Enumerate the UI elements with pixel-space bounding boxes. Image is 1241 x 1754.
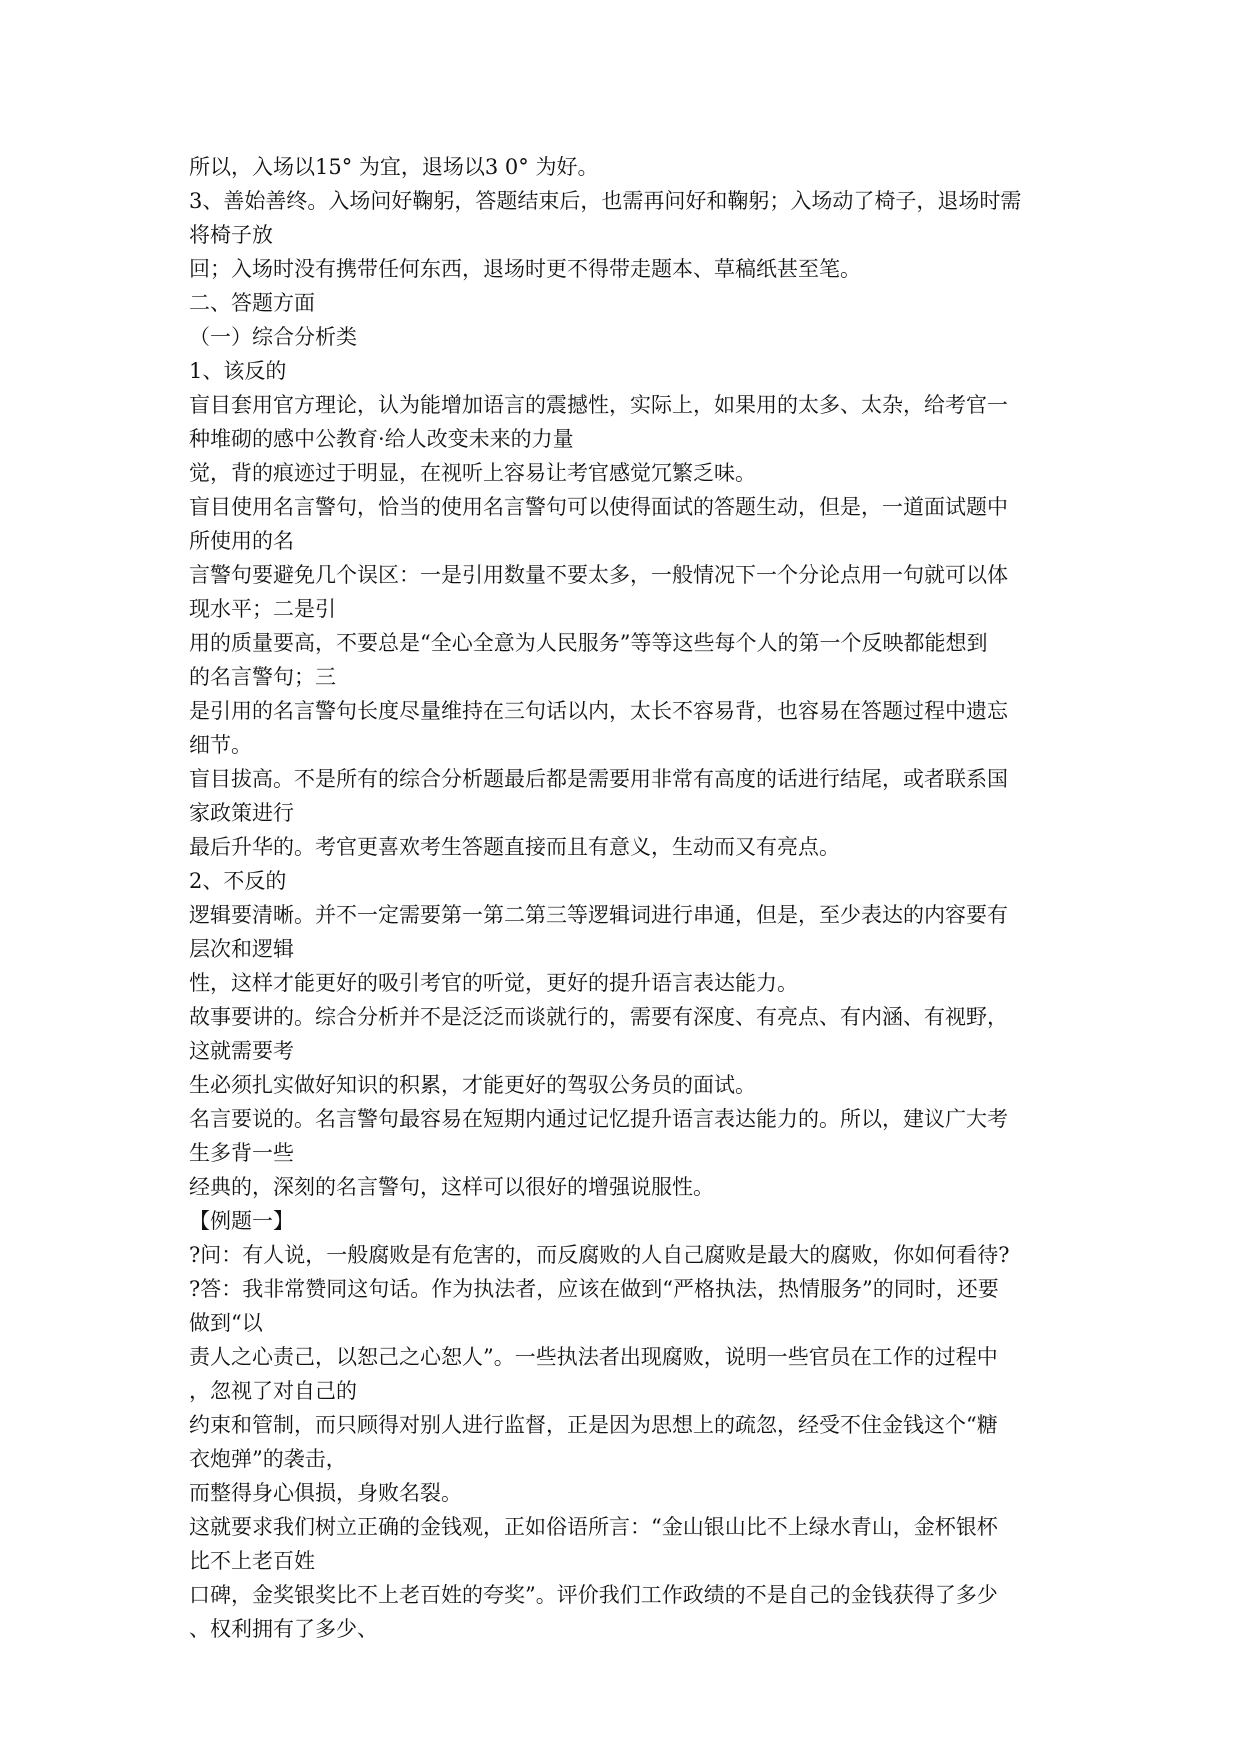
text-line: 细节。 bbox=[189, 733, 252, 757]
text-line: 逻辑要清晰。并不一定需要第一第二第三等逻辑词进行串通，但是，至少表达的内容要有 bbox=[189, 903, 1008, 927]
text-line: 生多背一些 bbox=[189, 1141, 294, 1165]
text-line: 口碑，金奖银奖比不上老百姓的夸奖”。评价我们工作政绩的不是自己的金钱获得了多少 bbox=[189, 1583, 998, 1607]
text-line: 用的质量要高，不要总是“全心全意为人民服务”等等这些每个人的第一个反映都能想到 bbox=[189, 631, 988, 655]
text-line: 觉，背的痕迹过于明显，在视听上容易让考官感觉冗繁乏味。 bbox=[189, 461, 756, 485]
text-line: 层次和逻辑 bbox=[189, 937, 294, 961]
text-line: 1、该反的 bbox=[189, 359, 287, 383]
text-line: 盲目套用官方理论，认为能增加语言的震撼性，实际上，如果用的太多、太杂，给考官一 bbox=[189, 393, 1008, 417]
text-line: 生必须扎实做好知识的积累，才能更好的驾驭公务员的面试。 bbox=[189, 1073, 756, 1097]
text-line: 二、答题方面 bbox=[189, 291, 315, 315]
text-line: 家政策进行 bbox=[189, 801, 294, 825]
text-line: 名言要说的。名言警句最容易在短期内通过记忆提升语言表达能力的。所以，建议广大考 bbox=[189, 1107, 1008, 1131]
document-body bbox=[189, 150, 1069, 1646]
text-line: 所使用的名 bbox=[189, 529, 294, 553]
text-line: 而整得身心俱损，身败名裂。 bbox=[189, 1481, 462, 1505]
text-line: 是引用的名言警句长度尽量维持在三句话以内，太长不容易背，也容易在答题过程中遗忘 bbox=[189, 699, 1008, 723]
text-line: 的名言警句；三 bbox=[189, 665, 336, 689]
text-line: 2、不反的 bbox=[189, 869, 287, 893]
text-line: 3、善始善终。入场问好鞠躬，答题结束后，也需再问好和鞠躬；入场动了椅子，退场时需 bbox=[189, 189, 1022, 213]
text-line: 性，这样才能更好的吸引考官的听觉，更好的提升语言表达能力。 bbox=[189, 971, 798, 995]
text-line: 种堆砌的感中公教育·给人改变未来的力量 bbox=[189, 427, 574, 451]
text-line: 衣炮弹”的袭击， bbox=[189, 1447, 347, 1471]
text-line: 言警句要避免几个误区：一是引用数量不要太多，一般情况下一个分论点用一句就可以体 bbox=[189, 563, 1008, 587]
text-line: 回；入场时没有携带任何东西，退场时更不得带走题本、草稿纸甚至笔。 bbox=[189, 257, 861, 281]
text-line: 将椅子放 bbox=[189, 223, 273, 247]
text-line: 经典的，深刻的名言警句，这样可以很好的增强说服性。 bbox=[189, 1175, 714, 1199]
text-line: 、权利拥有了多少、 bbox=[189, 1617, 378, 1641]
text-line: 这就要求我们树立正确的金钱观，正如俗语所言：“金山银山比不上绿水青山，金杯银杯 bbox=[189, 1515, 998, 1539]
text-line: 最后升华的。考官更喜欢考生答题直接而且有意义，生动而又有亮点。 bbox=[189, 835, 840, 859]
text-line: 盲目拔高。不是所有的综合分析题最后都是需要用非常有高度的话进行结尾，或者联系国 bbox=[189, 767, 1008, 791]
text-line: 比不上老百姓 bbox=[189, 1549, 315, 1573]
text-line: 责人之心责己，以恕己之心恕人”。一些执法者出现腐败，说明一些官员在工作的过程中 bbox=[189, 1345, 998, 1369]
text-line: ?答：我非常赞同这句话。作为执法者，应该在做到“严格执法，热情服务”的同时，还要 bbox=[189, 1277, 999, 1301]
text-line: 故事要讲的。综合分析并不是泛泛而谈就行的，需要有深度、有亮点、有内涵、有视野， bbox=[189, 1005, 1008, 1029]
text-line: 约束和管制，而只顾得对别人进行监督，正是因为思想上的疏忽，经受不住金钱这个“糖 bbox=[189, 1413, 998, 1437]
text-line: 盲目使用名言警句，恰当的使用名言警句可以使得面试的答题生动，但是，一道面试题中 bbox=[189, 495, 1008, 519]
text-line: ?问：有人说，一般腐败是有危害的，而反腐败的人自己腐败是最大的腐败，你如何看待? bbox=[189, 1243, 1010, 1267]
text-line: 所以，入场以15° 为宜，退场以3 0° 为好。 bbox=[189, 155, 599, 179]
text-line: ，忽视了对自己的 bbox=[189, 1379, 357, 1403]
text-line: 做到“以 bbox=[189, 1311, 263, 1335]
text-line: 【例题一】 bbox=[189, 1209, 294, 1233]
text-line: 这就需要考 bbox=[189, 1039, 294, 1063]
text-line: 现水平；二是引 bbox=[189, 597, 336, 621]
text-line: （一）综合分析类 bbox=[189, 325, 357, 349]
